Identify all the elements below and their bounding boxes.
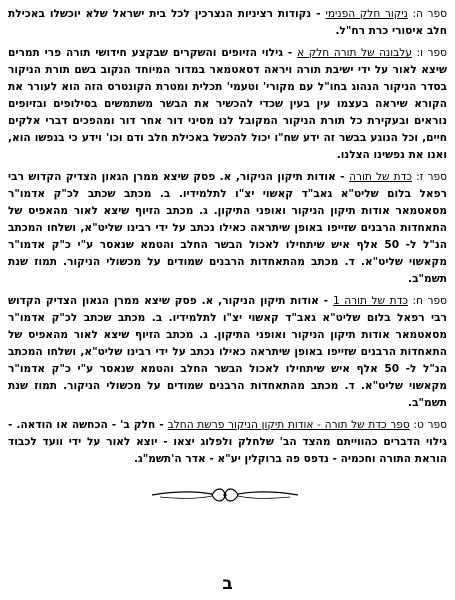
entry-description: - נקודות רציניות הנצרכין לכל בית ישראל שלא יוכשלו באכילת חלב איסורי כרת רח"ל. xyxy=(8,8,447,37)
book-entry-9 xyxy=(8,417,447,468)
entry-title: כדת של תורה 1 xyxy=(332,295,408,307)
entry-label: ספר ז: xyxy=(416,171,447,183)
entry-label: ספר ה: xyxy=(412,8,447,20)
flourish-divider-icon xyxy=(150,484,300,506)
book-entry-7 xyxy=(8,169,447,288)
page-number: ב xyxy=(222,574,233,594)
entry-description: - חלק ב' - הכחשה או הודאה. - גילוי הדברים כהווייתם מהצד הב' שלחלק ולפלוג יצאו - יוצא לאור על ידי וועד לכבוד הוראת התורה וחכמיה - נדפס פה ברוקלין יע"א - אדר ה'תשמ"ג. xyxy=(8,419,447,465)
entry-label: ספר ח: xyxy=(412,295,448,307)
entry-title: עלבונה של תורה חלק א xyxy=(297,47,412,59)
entry-label: ספר ו: xyxy=(416,47,447,59)
entry-label: ספר ט: xyxy=(413,419,447,431)
book-entry-8 xyxy=(8,293,447,412)
entry-title: כדת של תורה xyxy=(349,171,412,183)
entry-description: - אודות תיקון הניקור, א. פסק שיצא ממרן הגאון הצדיק הקדוש רבי רפאל בלום שליט"א גאב"ד קאשוי יצ"ו לתלמידיו. ב. מכתב שכתב לכ"ק אדמו"ר מסאטמאר אודות תיקון הניקור ואופני התיקון. ג. מכתב הזיוף שיצא לאור מהאפיס של התאחדות הרבנים שזייפו באופן שיתראה כאילו נכתב על ידי רבינו שליט"א, ושלחו המכתב הנ"ל ל- 50 אלף איש שיתחילו לאכול הבשר החלב והטמא שנאסר ע"י כ"ק אדמו"ר מקאשוי שליט"א. ד. מכתב מהתאחדות הרבנים שמודים על מכשולי הניקור. תמוז שנת תשמ"ב. xyxy=(8,295,447,409)
entry-title: ספר כדת של תורה - אודות תיקון הניקור פרשת החלב xyxy=(167,419,410,431)
entry-description: - גילוי הזיופים והשקרים שבקצע חידושי תורה פרי תמרים שיצא לאור על ידי ישיבת תורה ויראה דסאטמאר במדור המיוחד הנקוב בשם תורת הניקור בסדר הניקור הנהוג בחו"ל עם מקורי' וטעמי' תכלית ומטרת הקונטרס הזה הוא לעורר את הקורא שיראה בעצמו עין בעין שכדי להכשיר את הבשר משתמשים בסילופים ובזיופים נוראים ובעקירת כל תורת הניקור המקובל לנו מסיני דור אחר דור ומהפכים דברי אלקים חיים, וכל הנוגע בבשר זה ידע שח"ו יכול להכשל באכילת חלב ודם וכו' וידע כי בנפשו הוא, ואנו את נפשינו הצלנו. xyxy=(8,47,447,161)
book-entry-6 xyxy=(8,45,447,164)
entry-title: ניקור חלק הפנימי xyxy=(325,8,408,20)
book-entry-5 xyxy=(8,6,447,40)
entry-description: - אודות תיקון הניקור, א. פסק שיצא ממרן הגאון הצדיק הקדוש רבי רפאל בלום שליט"א גאב"ד קאשוי יצ"ו לתלמידיו. ב. מכתב שכתב לכ"ק אדמו"ר מסאטמאר אודות תיקון הניקור ואופני התיקון. ג. מכתב הזיוף שיצא לאור מהאפיס של התאחדות הרבנים שזייפו באופן שיתראה כאילו נכתב על ידי רבינו שליט"א, ושלחו המכתב הנ"ל ל- 50 אלף איש שיתחילו לאכול הבשר החלב והטמא שנאסר ע"י כ"ק אדמו"ר מקאשוי שליט"א. ד. מכתב מהתאחדות הרבנים שמודים על מכשולי הניקור. תמוז שנת תשמ"ב. xyxy=(8,171,447,285)
